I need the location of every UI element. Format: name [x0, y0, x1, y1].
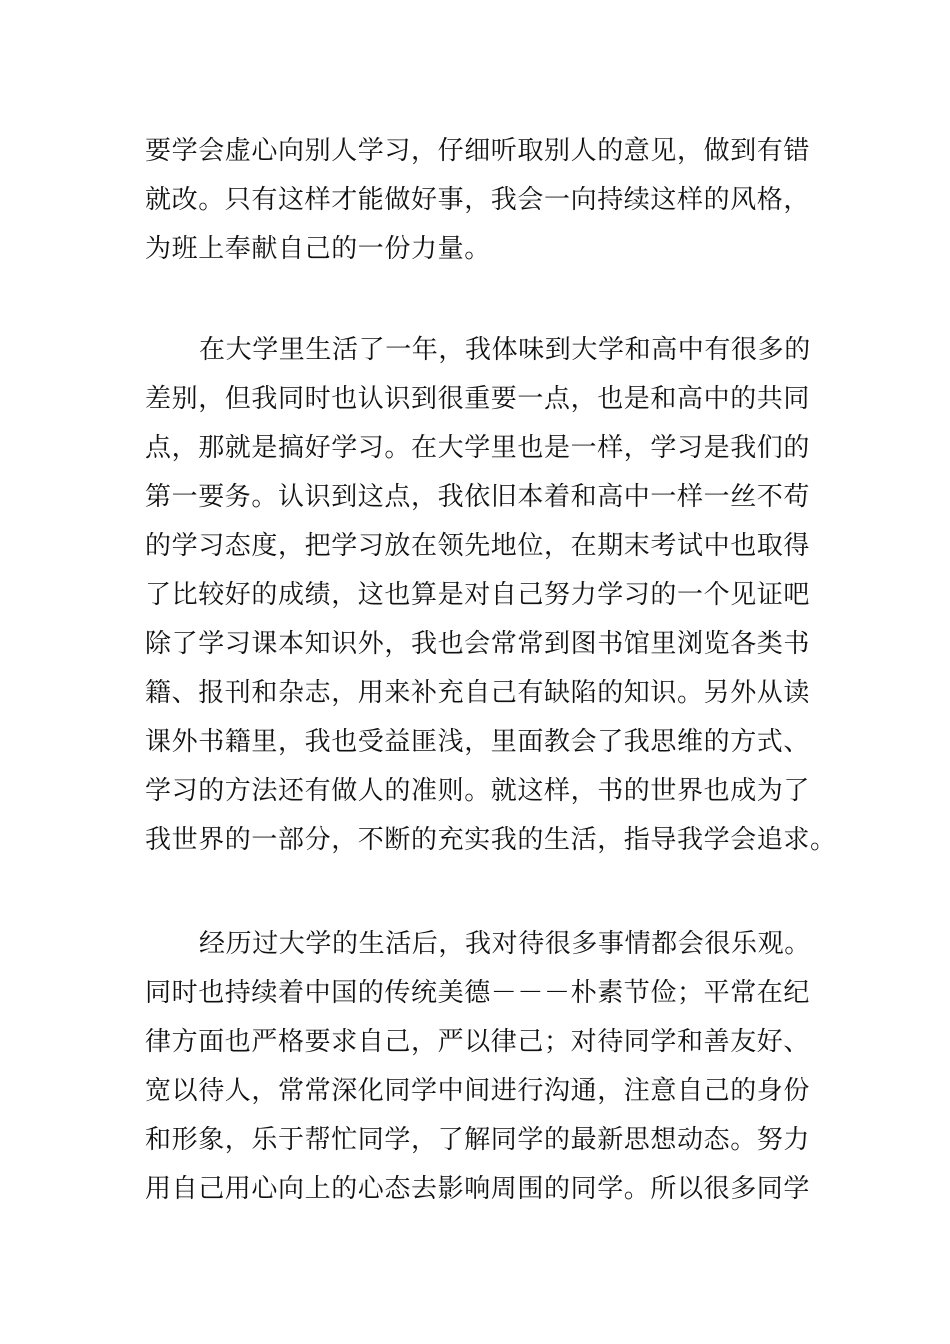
paragraph-3	[145, 920, 810, 1214]
paragraph-line: 除了学习课本知识外，我也会常常到图书馆里浏览各类书	[145, 629, 811, 659]
paragraph-line: 我世界的一部分，不断的充实我的生活，指导我学会追求。	[145, 825, 837, 855]
paragraph-line: 的学习态度，把学习放在领先地位，在期末考试中也取得	[145, 531, 811, 561]
paragraph-line: 用自己用心向上的心态去影响周围的同学。所以很多同学	[145, 1174, 811, 1204]
paragraph-line: 学习的方法还有做人的准则。就这样，书的世界也成为了	[145, 776, 811, 806]
paragraph-line: 就改。只有这样才能做好事，我会一向持续这样的风格，	[145, 185, 811, 215]
paragraph-line: 课外书籍里，我也受益匪浅，里面教会了我思维的方式、	[145, 727, 811, 757]
paragraph-1	[145, 127, 810, 274]
paragraph-line: 为班上奉献自己的一份力量。	[145, 234, 491, 264]
paragraph-first-line: 经历过大学的生活后，我对待很多事情都会很乐观。	[199, 929, 811, 959]
paragraph-line: 第一要务。认识到这点，我依旧本着和高中一样一丝不苟	[145, 482, 811, 512]
paragraph-line: 和形象，乐于帮忙同学，了解同学的最新思想动态。努力	[145, 1125, 811, 1155]
paragraph-line: 了比较好的成绩，这也算是对自己努力学习的一个见证吧	[145, 580, 811, 610]
paragraph-line: 宽以待人，常常深化同学中间进行沟通，注意自己的身份	[145, 1076, 811, 1106]
paragraph-line: 要学会虚心向别人学习，仔细听取别人的意见，做到有错	[145, 136, 811, 166]
paragraph-first-line: 在大学里生活了一年，我体味到大学和高中有很多的	[199, 335, 811, 365]
paragraph-line: 律方面也严格要求自己，严以律己；对待同学和善友好、	[145, 1027, 811, 1057]
paragraph-line: 差别，但我同时也认识到很重要一点，也是和高中的共同	[145, 384, 811, 414]
paragraph-line: 点，那就是搞好学习。在大学里也是一样，学习是我们的	[145, 433, 811, 463]
paragraph-line: 籍、报刊和杂志，用来补充自己有缺陷的知识。另外从读	[145, 678, 811, 708]
paragraph-2	[145, 326, 837, 865]
paragraph-line: 同时也持续着中国的传统美德－－－朴素节俭；平常在纪	[145, 978, 811, 1008]
